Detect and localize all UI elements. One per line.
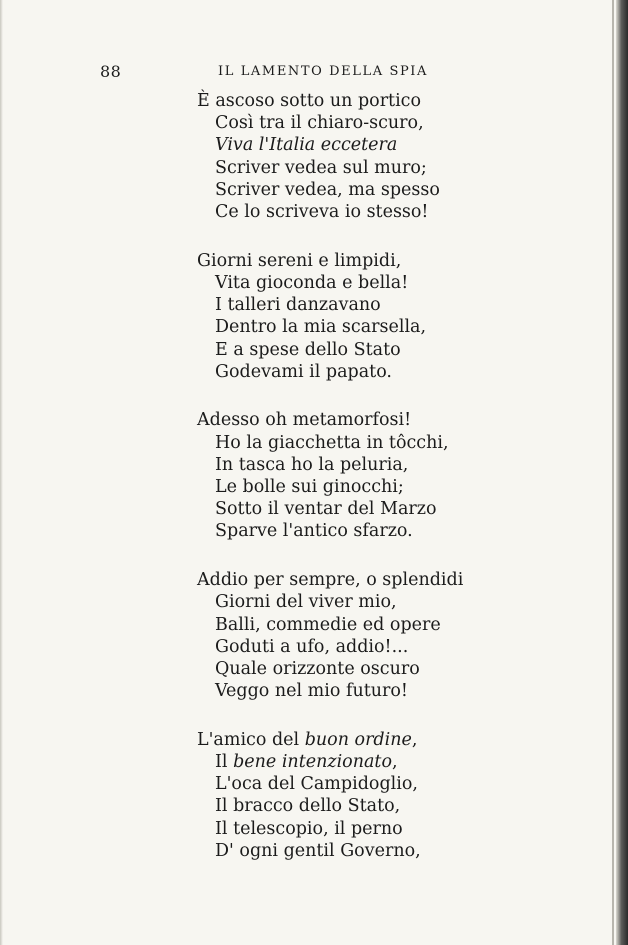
verse-line: Veggo nel mio futuro!: [215, 681, 408, 702]
stanza-4: [197, 569, 497, 702]
verse-line: Scriver vedea sul muro;: [215, 157, 427, 178]
verse-text: ,: [411, 729, 418, 750]
verse-line: In tasca ho la peluria,: [215, 454, 409, 475]
verse-line: Ce lo scriveva io stesso!: [215, 202, 429, 223]
poem-body: [197, 90, 497, 889]
verse-line: [197, 751, 497, 773]
verse-line: L'oca del Campidoglio,: [215, 774, 418, 795]
page-header: [100, 62, 440, 84]
stanza-5: [197, 729, 497, 862]
book-gutter: [616, 0, 628, 945]
stanza-1: [197, 90, 497, 223]
stanza-3: [197, 409, 497, 542]
verse-line: Quale orizzonte oscuro: [215, 658, 420, 679]
verse-line: Viva l'Italia eccetera: [215, 135, 398, 156]
verse-line: Vita gioconda e bella!: [215, 272, 409, 293]
verse-text: ,: [391, 752, 398, 773]
verse-line: Adesso oh metamorfosi!: [197, 410, 412, 431]
stanza-2: [197, 250, 497, 383]
page-left-edge: [0, 0, 3, 945]
verse-line: Godevami il papato.: [215, 361, 392, 382]
verse-line: D' ogni gentil Governo,: [215, 840, 421, 861]
verse-emphasis: buon ordine: [304, 729, 412, 750]
verse-line: È ascoso sotto un portico: [197, 91, 422, 111]
verse-line: Così tra il chiaro-scuro,: [215, 113, 424, 134]
verse-text: Il: [215, 752, 234, 773]
verse-line: Ho la giacchetta in tôcchi,: [215, 432, 449, 453]
verse-line: E a spese dello Stato: [215, 339, 401, 360]
verse-line: Balli, commedie ed opere: [215, 614, 441, 635]
verse-line: Il bracco dello Stato,: [215, 796, 401, 817]
verse-line: Sparve l'antico sfarzo.: [215, 521, 413, 542]
verse-line: Sotto il ventar del Marzo: [215, 499, 437, 520]
verse-line: [197, 729, 497, 751]
verse-line: Giorni sereni e limpidi,: [197, 250, 402, 271]
verse-line: Il telescopio, il perno: [215, 818, 403, 839]
running-title: IL LAMENTO DELLA SPIA: [218, 64, 429, 79]
binding-line: [612, 0, 614, 945]
verse-line: Giorni del viver mio,: [215, 592, 397, 613]
verse-line: Scriver vedea, ma spesso: [215, 179, 440, 200]
verse-line: Addio per sempre, o splendidi: [197, 570, 464, 591]
verse-text: L'amico del: [197, 729, 305, 750]
verse-line: Le bolle sui ginocchi;: [215, 477, 404, 498]
verse-line: I talleri danzavano: [215, 295, 381, 316]
verse-line: Dentro la mia scarsella,: [215, 317, 427, 338]
page-number: 88: [100, 62, 122, 81]
verse-line: Goduti a ufo, addio!...: [215, 636, 409, 657]
verse-emphasis: bene intenzionato: [233, 752, 392, 773]
